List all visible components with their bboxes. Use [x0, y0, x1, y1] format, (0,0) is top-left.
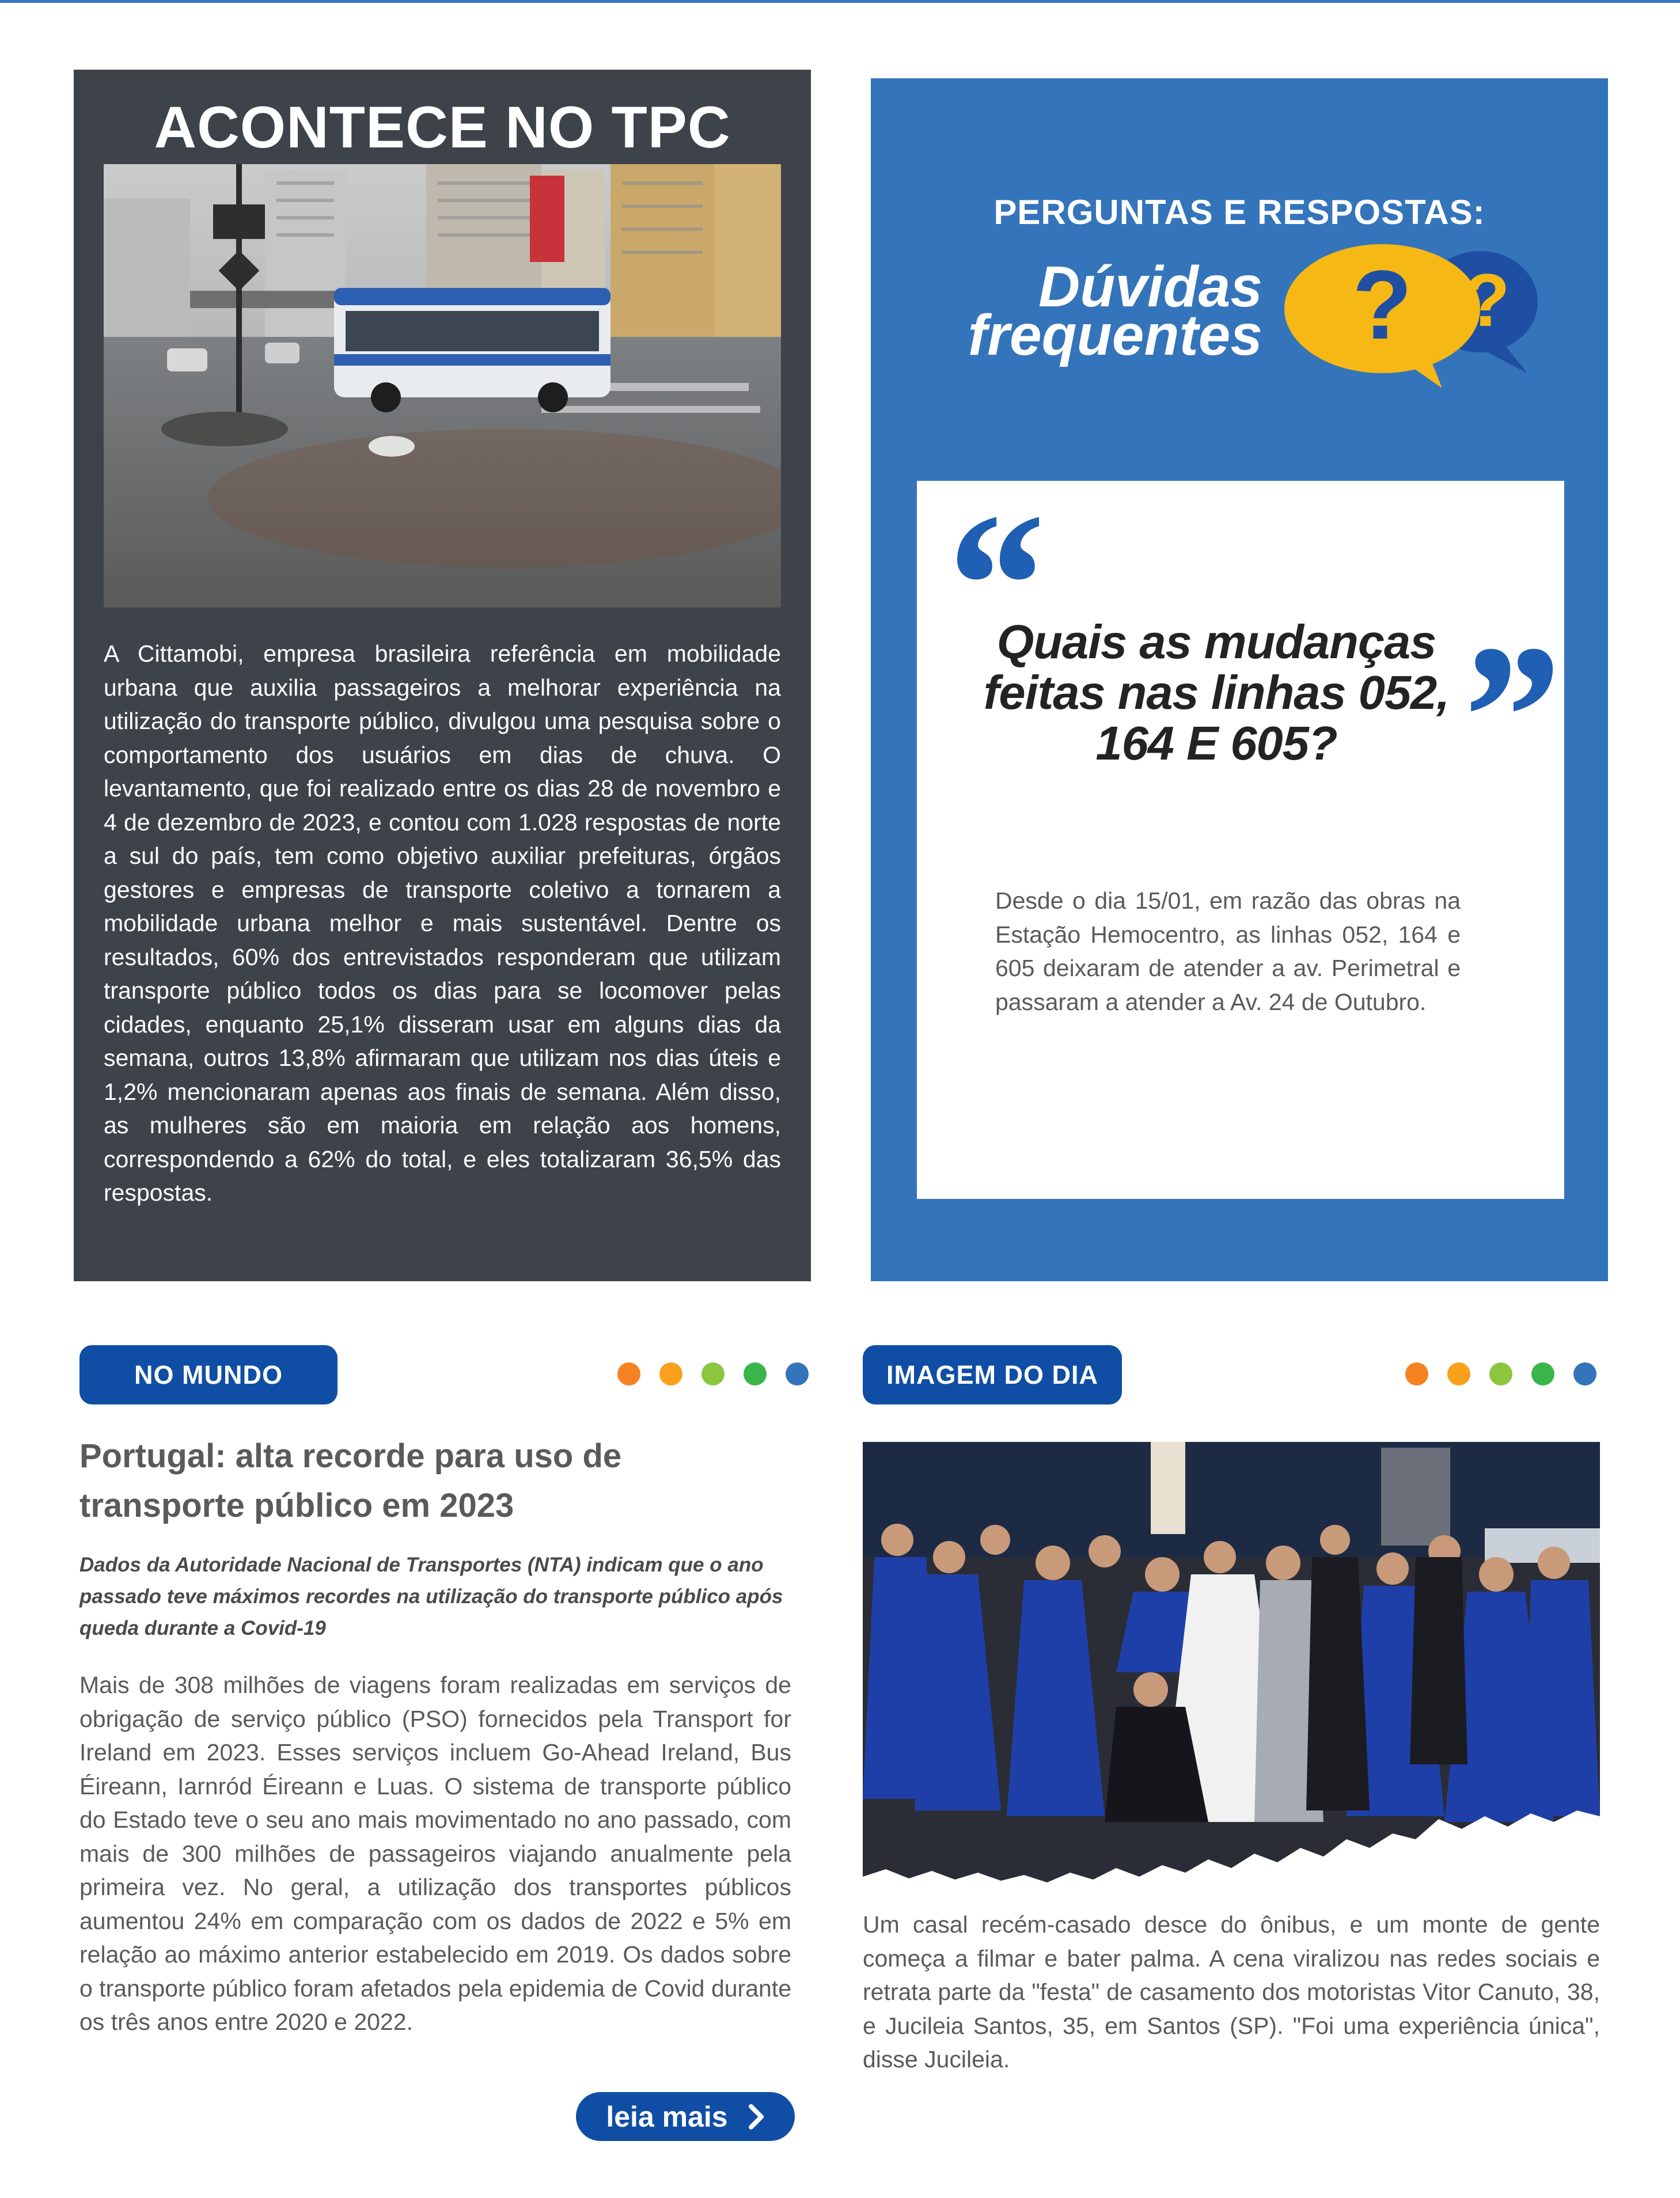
dot-blue [786, 1362, 809, 1385]
imagem-do-dia-badge: IMAGEM DO DIA [863, 1345, 1122, 1404]
wedding-group-illustration [863, 1442, 1600, 1882]
faq-subtitle-line2: frequentes [968, 303, 1262, 367]
dot-blue [1573, 1362, 1596, 1385]
read-more-button[interactable] [576, 2092, 795, 2141]
no-mundo-badge: NO MUNDO [79, 1345, 337, 1404]
mundo-lead: Dados da Autoridade Nacional de Transportes (NTA) indicam que o ano passado teve máximos recordes na utilização do transporte público após queda durante a Covid-19 [79, 1554, 783, 1639]
no-mundo-dots [617, 1362, 809, 1385]
mundo-headline: Portugal: alta recorde para uso de transporte público em 2023 [79, 1437, 622, 1524]
dot-green [1531, 1362, 1554, 1385]
faq-card [917, 470, 1564, 1199]
dot-orange [617, 1362, 640, 1385]
dot-green [744, 1362, 767, 1385]
tpc-title: ACONTECE NO TPC [154, 94, 731, 160]
imagem-do-dia-caption: Um casal recém-casado desce do ônibus, e um monte de gente começa a filmar e bater palma. A cena viralizou nas redes sociais e retrata parte da "festa" de casamento dos motoristas Vitor Canuto, 38, e Jucileia Santos, 35, em Santos (SP). "Foi uma experiência única", disse Jucileia. [863, 1911, 1600, 2072]
faq-subtitle-line1: Dúvidas [1038, 255, 1262, 319]
svg-text:?: ? [1352, 250, 1412, 360]
dot-orange [1405, 1362, 1428, 1385]
wedding-group-photo [863, 1442, 1600, 1882]
chevron-right-icon [748, 2104, 765, 2129]
svg-text:?: ? [1464, 258, 1510, 342]
read-more-label: leia mais [606, 2100, 728, 2133]
top-rule [0, 0, 1680, 3]
faq-answer: Desde o dia 15/01, em razão das obras na Estação Hemocentro, as linhas 052, 164 e 605 deixaram de atender a av. Perimetral e passaram a atender a Av. 24 de Outubro. [995, 887, 1461, 1015]
dot-amber [1447, 1362, 1470, 1385]
faq-heading: PERGUNTAS E RESPOSTAS: [993, 193, 1485, 231]
tpc-panel [74, 70, 811, 1281]
dot-lime [701, 1362, 725, 1385]
imagem-do-dia-dots [1405, 1362, 1596, 1385]
dot-amber [659, 1362, 682, 1385]
quote-close-mark: ” [1453, 602, 1556, 832]
rainy-street-bus-photo [104, 164, 781, 608]
dot-lime [1489, 1362, 1512, 1385]
question-bubbles-icon [1280, 240, 1545, 389]
mundo-article-text: Mais de 308 milhões de viagens foram realizadas em serviços de obrigação de serviço público (PSO) fornecidos pela Transport for Ireland em 2023. Esses serviços incluem Go-Ahead Ireland, Bus Éireann, Iarnród Éireann e Luas. O sistema de transporte público do Estado teve o seu ano mais movimentado no ano passado, com mais de 300 milhões de passageiros viajando anualmente pela primeira vez. No geral, a utilização dos transportes públicos aumentou 24% em comparação com os dados de 2022 e 5% em relação ao máximo anterior estabelecido em 2019. Os dados sobre o transporte público foram afetados pela epidemia de Covid durante os três anos entre 2020 e 2022. [79, 1672, 791, 2035]
quote-open-mark: “ [938, 470, 1041, 700]
faq-subtitle [968, 255, 1262, 367]
faq-panel [871, 78, 1608, 1281]
rainy-street-bus-illustration [104, 164, 781, 608]
faq-question: Quais as mudanças feitas nas linhas 052, 164 E 605? [983, 615, 1450, 770]
tpc-article-text: A Cittamobi, empresa brasileira referência em mobilidade urbana que auxilia passageiros a melhorar experiência na utilização do transporte público, divulgou uma pesquisa sobre o comportamento dos usuários em dias de chuva. O levantamento, que foi realizado entre os dias 28 de novembro e 4 de dezembro de 2023, e contou com 1.028 respostas de norte a sul do país, tem como objetivo auxiliar prefeituras, órgãos gestores e empresas de transporte coletivo a tornarem a mobilidade urbana melhor e mais sustentável. Dentre os resultados, 60% dos entrevistados responderam que utilizam transporte público todos os dias para se locomover pelas cidades, enquanto 25,1% disseram usar em alguns dias da semana, outros 13,8% afirmaram que utilizam nos dias úteis e 1,2% mencionaram apenas aos finais de semana. Além disso, as mulheres são em maioria em relação aos homens, correspondendo a 62% do total, e eles totalizaram 36,5% das respostas. [104, 640, 781, 1206]
